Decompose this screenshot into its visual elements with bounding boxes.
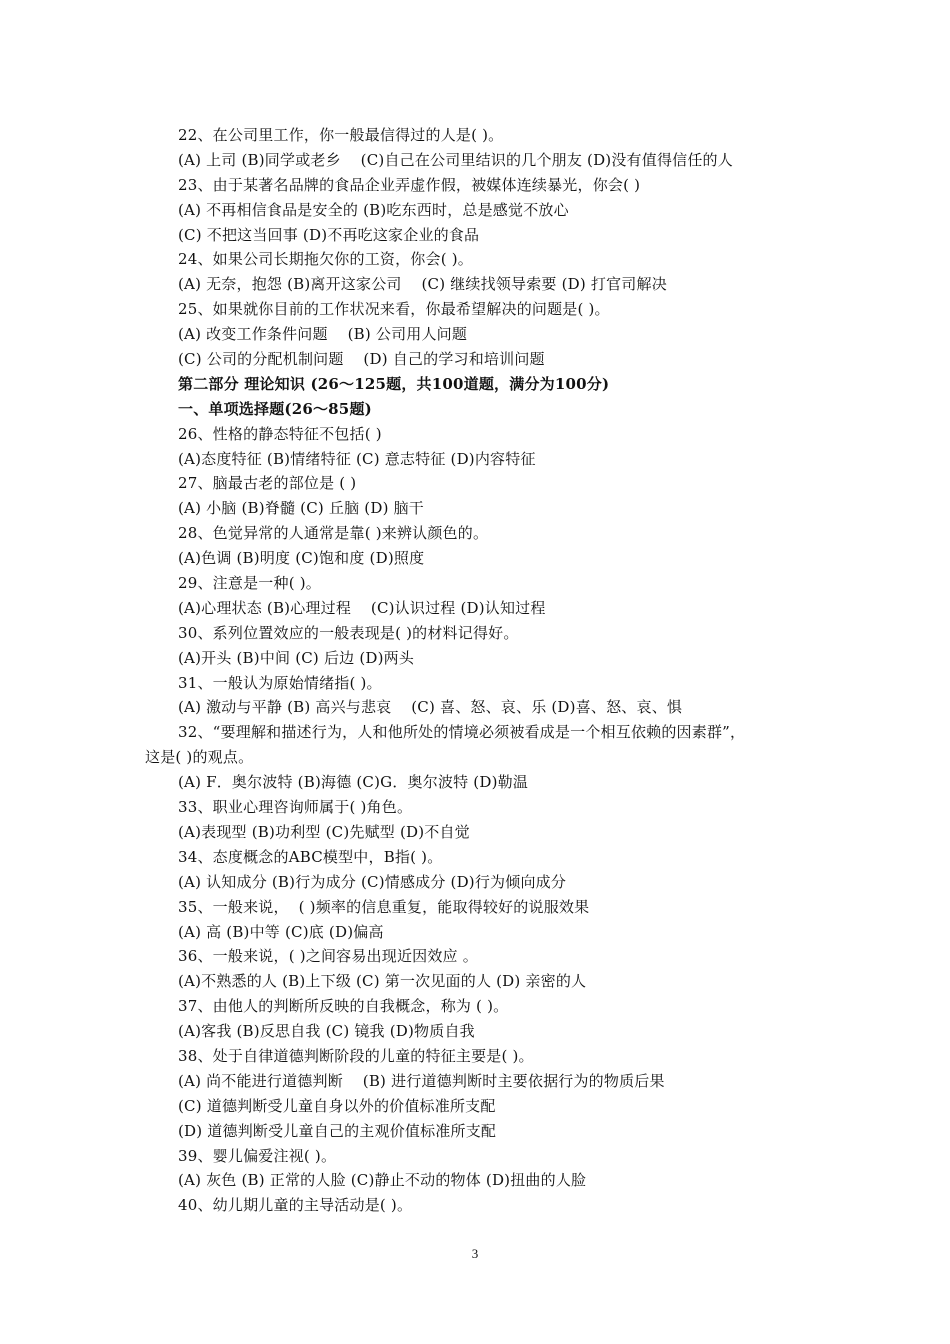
question-24: 24、如果公司长期拖欠你的工资，你会( )。: [178, 250, 473, 269]
subsection-heading: 一、单项选择题(26～85题): [178, 399, 372, 418]
question-27-options: (A) 小脑 (B)脊髓 (C) 丘脑 (D) 脑干: [178, 499, 424, 518]
question-32-continuation: 这是( )的观点。: [145, 748, 254, 767]
question-25: 25、如果就你目前的工作状况来看，你最希望解决的问题是( )。: [178, 300, 610, 319]
question-31: 31、一般认为原始情绪指( )。: [178, 673, 382, 692]
question-30-options: (A)开头 (B)中间 (C) 后边 (D)两头: [178, 648, 415, 667]
question-35-options: (A) 高 (B)中等 (C)底 (D)偏高: [178, 922, 384, 941]
page-number: 3: [471, 1246, 479, 1261]
question-36-options: (A)不熟悉的人 (B)上下级 (C) 第一次见面的人 (D) 亲密的人: [178, 972, 587, 991]
question-38-option-c: (C) 道德判断受儿童自身以外的价值标准所支配: [178, 1096, 496, 1115]
question-28-options: (A)色调 (B)明度 (C)饱和度 (D)照度: [178, 549, 425, 568]
question-34-options: (A) 认知成分 (B)行为成分 (C)情感成分 (D)行为倾向成分: [178, 872, 567, 891]
question-37-options: (A)客我 (B)反思自我 (C) 镜我 (D)物质自我: [178, 1022, 475, 1041]
question-34: 34、态度概念的ABC模型中，B指( )。: [178, 847, 443, 866]
question-23: 23、由于某著名品牌的食品企业弄虚作假，被媒体连续暴光，你会( ): [178, 175, 641, 194]
document-body: [145, 123, 815, 1218]
question-26-options: (A)态度特征 (B)情绪特征 (C) 意志特征 (D)内容特征: [178, 449, 536, 468]
question-29: 29、注意是一种( )。: [178, 574, 321, 593]
question-39-options: (A) 灰色 (B) 正常的人脸 (C)静止不动的物体 (D)扭曲的人脸: [178, 1171, 587, 1190]
question-40: 40、幼儿期儿童的主导活动是( )。: [178, 1196, 413, 1215]
question-29-options: (A)心理状态 (B)心理过程 (C)认识过程 (D)认知过程: [178, 598, 546, 617]
question-22-options: (A) 上司 (B)同学或老乡 (C)自己在公司里结识的几个朋友 (D)没有值得信任的人: [178, 150, 733, 169]
question-22: 22、在公司里工作，你一般最信得过的人是( )。: [178, 126, 504, 144]
question-25-options-c-d: (C) 公司的分配机制问题 (D) 自己的学习和培训问题: [178, 350, 545, 369]
question-27: 27、脑最古老的部位是 ( ): [178, 474, 357, 493]
question-30: 30、系列位置效应的一般表现是( )的材料记得好。: [178, 623, 519, 642]
question-25-options-a-b: (A) 改变工作条件问题 (B) 公司用人问题: [178, 325, 468, 344]
question-38: 38、处于自律道德判断阶段的儿童的特征主要是( )。: [178, 1046, 534, 1065]
question-28: 28、色觉异常的人通常是靠( )来辨认颜色的。: [178, 524, 489, 543]
question-38-options-a-b: (A) 尚不能进行道德判断 (B) 进行道德判断时主要依据行为的物质后果: [178, 1071, 665, 1090]
section-heading: 第二部分 理论知识 (26～125题，共100道题，满分为100分): [178, 374, 610, 393]
question-31-options: (A) 激动与平静 (B) 高兴与悲哀 (C) 喜、怒、哀、乐 (D)喜、怒、哀、惧: [178, 698, 683, 717]
question-26: 26、性格的静态特征不包括( ): [178, 424, 382, 443]
question-23-options-c-d: (C) 不把这当回事 (D)不再吃这家企业的食品: [178, 225, 480, 244]
question-33-options: (A)表现型 (B)功利型 (C)先赋型 (D)不自觉: [178, 822, 470, 841]
question-24-options: (A) 无奈，抱怨 (B)离开这家公司 (C) 继续找领导索要 (D) 打官司解决: [178, 275, 667, 294]
question-23-options-a-b: (A) 不再相信食品是安全的 (B)吃东西时，总是感觉不放心: [178, 200, 569, 219]
question-35: 35、一般来说， ( )频率的信息重复，能取得较好的说服效果: [178, 897, 590, 916]
question-33: 33、职业心理咨询师属于( )角色。: [178, 798, 413, 817]
question-32: 32、“要理解和描述行为，人和他所处的情境必须被看成是一个相互依赖的因素群”，: [178, 723, 746, 742]
question-38-option-d: (D) 道德判断受儿童自己的主观价值标准所支配: [178, 1121, 497, 1140]
question-39: 39、婴儿偏爱注视( )。: [178, 1146, 337, 1165]
question-36: 36、一般来说，( )之间容易出现近因效应 。: [178, 947, 478, 966]
question-32-options: (A) F．奥尔波特 (B)海德 (C)G．奥尔波特 (D)勒温: [178, 773, 529, 792]
question-37: 37、由他人的判断所反映的自我概念，称为 ( )。: [178, 997, 509, 1016]
